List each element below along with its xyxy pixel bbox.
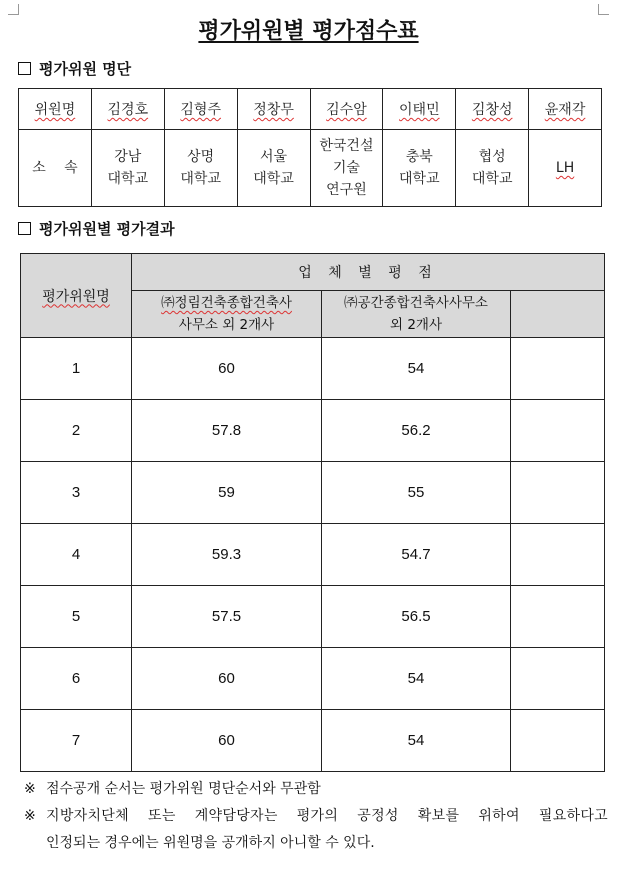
evaluator-number: 4: [21, 524, 132, 586]
member-name: 김형주: [164, 89, 237, 130]
evaluator-number: 7: [21, 710, 132, 772]
score-cell: 54: [322, 648, 511, 710]
member-affiliation: 한국건설 기술 연구원: [310, 130, 383, 207]
document-title: 평가위원별 평가점수표: [198, 19, 419, 44]
member-name: 김수암: [310, 89, 383, 130]
score-cell: 60: [132, 338, 322, 400]
score-cell: 56.5: [322, 586, 511, 648]
member-affiliation-label: 소 속: [19, 130, 92, 207]
company-header: ㈜공간종합건축사사무소 외 2개사: [322, 291, 511, 338]
empty-cell: [511, 338, 605, 400]
empty-header-cell: [511, 291, 605, 338]
evaluator-number: 6: [21, 648, 132, 710]
member-affiliation: 충북 대학교: [383, 130, 456, 207]
note-2-continued: 인정되는 경우에는 위원명을 공개하지 아니할 수 있다.: [46, 835, 375, 851]
score-cell: 56.2: [322, 400, 511, 462]
empty-cell: [511, 586, 605, 648]
table-row: [21, 710, 605, 772]
member-affiliation: 상명 대학교: [164, 130, 237, 207]
evaluator-number: 2: [21, 400, 132, 462]
section-heading-results: 평가위원별 평가결과: [18, 218, 175, 239]
empty-cell: [511, 524, 605, 586]
checkbox-square-icon: [18, 62, 31, 75]
member-name: 윤재각: [529, 89, 602, 130]
table-row: [21, 400, 605, 462]
score-cell: 57.8: [132, 400, 322, 462]
table-row: [21, 648, 605, 710]
member-name: 김창성: [456, 89, 529, 130]
notes: [24, 776, 608, 857]
empty-cell: [511, 648, 605, 710]
score-cell: 60: [132, 648, 322, 710]
section-heading-members: 평가위원 명단: [18, 58, 131, 79]
score-cell: 60: [132, 710, 322, 772]
member-affiliation: 서울 대학교: [237, 130, 310, 207]
members-table: [18, 88, 602, 207]
table-row: [21, 462, 605, 524]
evaluator-number: 5: [21, 586, 132, 648]
empty-cell: [511, 710, 605, 772]
score-cell: 54.7: [322, 524, 511, 586]
member-name: 김경호: [91, 89, 164, 130]
table-row: [21, 586, 605, 648]
evaluator-number: 1: [21, 338, 132, 400]
score-group-header: 업 체 별 평 점: [132, 254, 605, 291]
score-cell: 55: [322, 462, 511, 524]
score-cell: 57.5: [132, 586, 322, 648]
member-affiliation: LH: [529, 130, 602, 207]
score-cell: 54: [322, 338, 511, 400]
evaluator-column-header: 평가위원명: [21, 254, 132, 338]
member-name: 이태민: [383, 89, 456, 130]
table-row: [21, 524, 605, 586]
member-name: 정창무: [237, 89, 310, 130]
reference-mark: ※: [24, 781, 36, 797]
reference-mark: ※: [24, 808, 36, 824]
member-affiliation: 협성 대학교: [456, 130, 529, 207]
note-2: ※ 지방자치단체 또는 계약담당자는 평가의 공정성 확보를 위하여 필요하다고: [24, 803, 608, 830]
evaluator-number: 3: [21, 462, 132, 524]
note-1: ※ 점수공개 순서는 평가위원 명단순서와 무관함: [24, 776, 608, 803]
score-cell: 59: [132, 462, 322, 524]
table-row: [21, 338, 605, 400]
company-header: ㈜정림건축종합건축사 사무소 외 2개사: [132, 291, 322, 338]
score-cell: 59.3: [132, 524, 322, 586]
checkbox-square-icon: [18, 222, 31, 235]
member-name-label: 위원명: [19, 89, 92, 130]
results-table: [20, 253, 605, 772]
empty-cell: [511, 462, 605, 524]
score-cell: 54: [322, 710, 511, 772]
empty-cell: [511, 400, 605, 462]
member-affiliation: 강남 대학교: [91, 130, 164, 207]
